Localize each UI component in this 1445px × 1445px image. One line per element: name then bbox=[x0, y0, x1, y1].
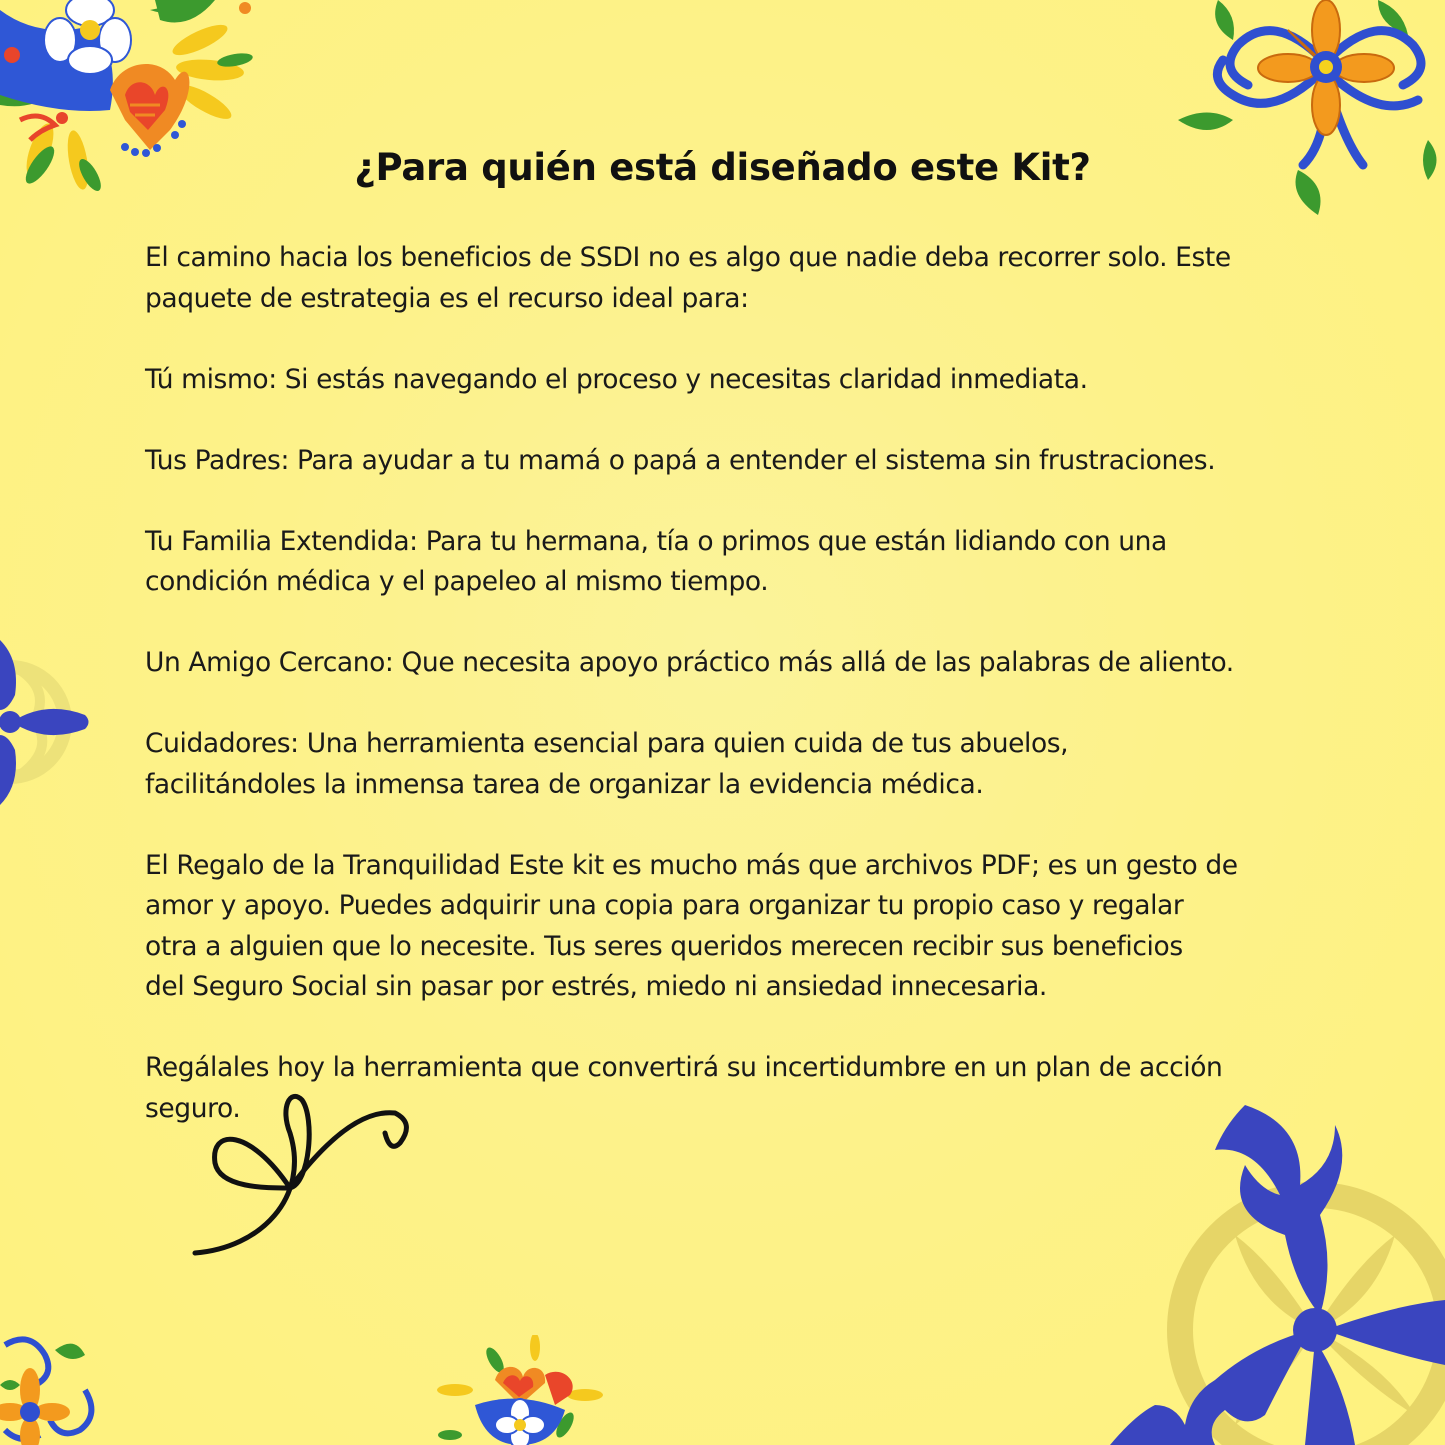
paragraph-line: Un Amigo Cercano: Que necesita apoyo práctico más allá de las palabras de aliento. bbox=[145, 647, 1234, 678]
paragraph bbox=[145, 360, 1325, 401]
paragraph-line: Regálales hoy la herramienta que convertirá su incertidumbre en un plan de acción bbox=[145, 1052, 1223, 1083]
paragraph-line: Cuidadores: Una herramienta esencial para quien cuida de tus abuelos, bbox=[145, 728, 1069, 759]
paragraph-line: condición médica y el papeleo al mismo tiempo. bbox=[145, 566, 769, 597]
paragraph-line: facilitándoles la inmensa tarea de organizar la evidencia médica. bbox=[145, 768, 984, 800]
paragraph-line: seguro. bbox=[145, 1092, 241, 1124]
paragraph-line: paquete de estrategia es el recurso ideal para: bbox=[145, 282, 749, 314]
tile-ornament-left bbox=[0, 640, 95, 810]
paragraph-line: del Seguro Social sin pasar por estrés, miedo ni ansiedad innecesaria. bbox=[145, 971, 1047, 1002]
heart-flourish-icon bbox=[190, 1088, 415, 1263]
paragraph bbox=[145, 846, 1325, 1008]
paragraph bbox=[145, 724, 1325, 805]
paragraph-line: amor y apoyo. Puedes adquirir una copia para organizar tu propio caso y regalar bbox=[145, 890, 1184, 921]
tile-ornament-bottom-right bbox=[1095, 1105, 1445, 1445]
paragraph bbox=[145, 643, 1325, 684]
paragraph-line: El camino hacia los beneficios de SSDI no es algo que nadie deba recorrer solo. Este bbox=[145, 242, 1231, 273]
tile-ornament-bottom-left bbox=[0, 1330, 100, 1445]
paragraph bbox=[145, 522, 1325, 603]
page-title: ¿Para quién está diseñado este Kit? bbox=[354, 146, 1091, 189]
paragraph bbox=[145, 441, 1325, 482]
paragraph-line: Tú mismo: Si estás navegando el proceso y necesitas claridad inmediata. bbox=[145, 363, 1088, 395]
talavera-ornament-bottom-center bbox=[435, 1335, 605, 1445]
paragraph-line: Tus Padres: Para ayudar a tu mamá o papá a entender el sistema sin frustraciones. bbox=[145, 444, 1216, 476]
paragraph-line: otra a alguien que lo necesite. Tus seres queridos merecen recibir sus beneficios bbox=[145, 930, 1183, 962]
paragraph-line: Tu Familia Extendida: Para tu hermana, tía o primos que están lidiando con una bbox=[145, 525, 1167, 557]
body-text bbox=[145, 238, 1325, 1129]
paragraph-line: El Regalo de la Tranquilidad Este kit es mucho más que archivos PDF; es un gesto de bbox=[145, 849, 1238, 881]
paragraph bbox=[145, 238, 1325, 319]
